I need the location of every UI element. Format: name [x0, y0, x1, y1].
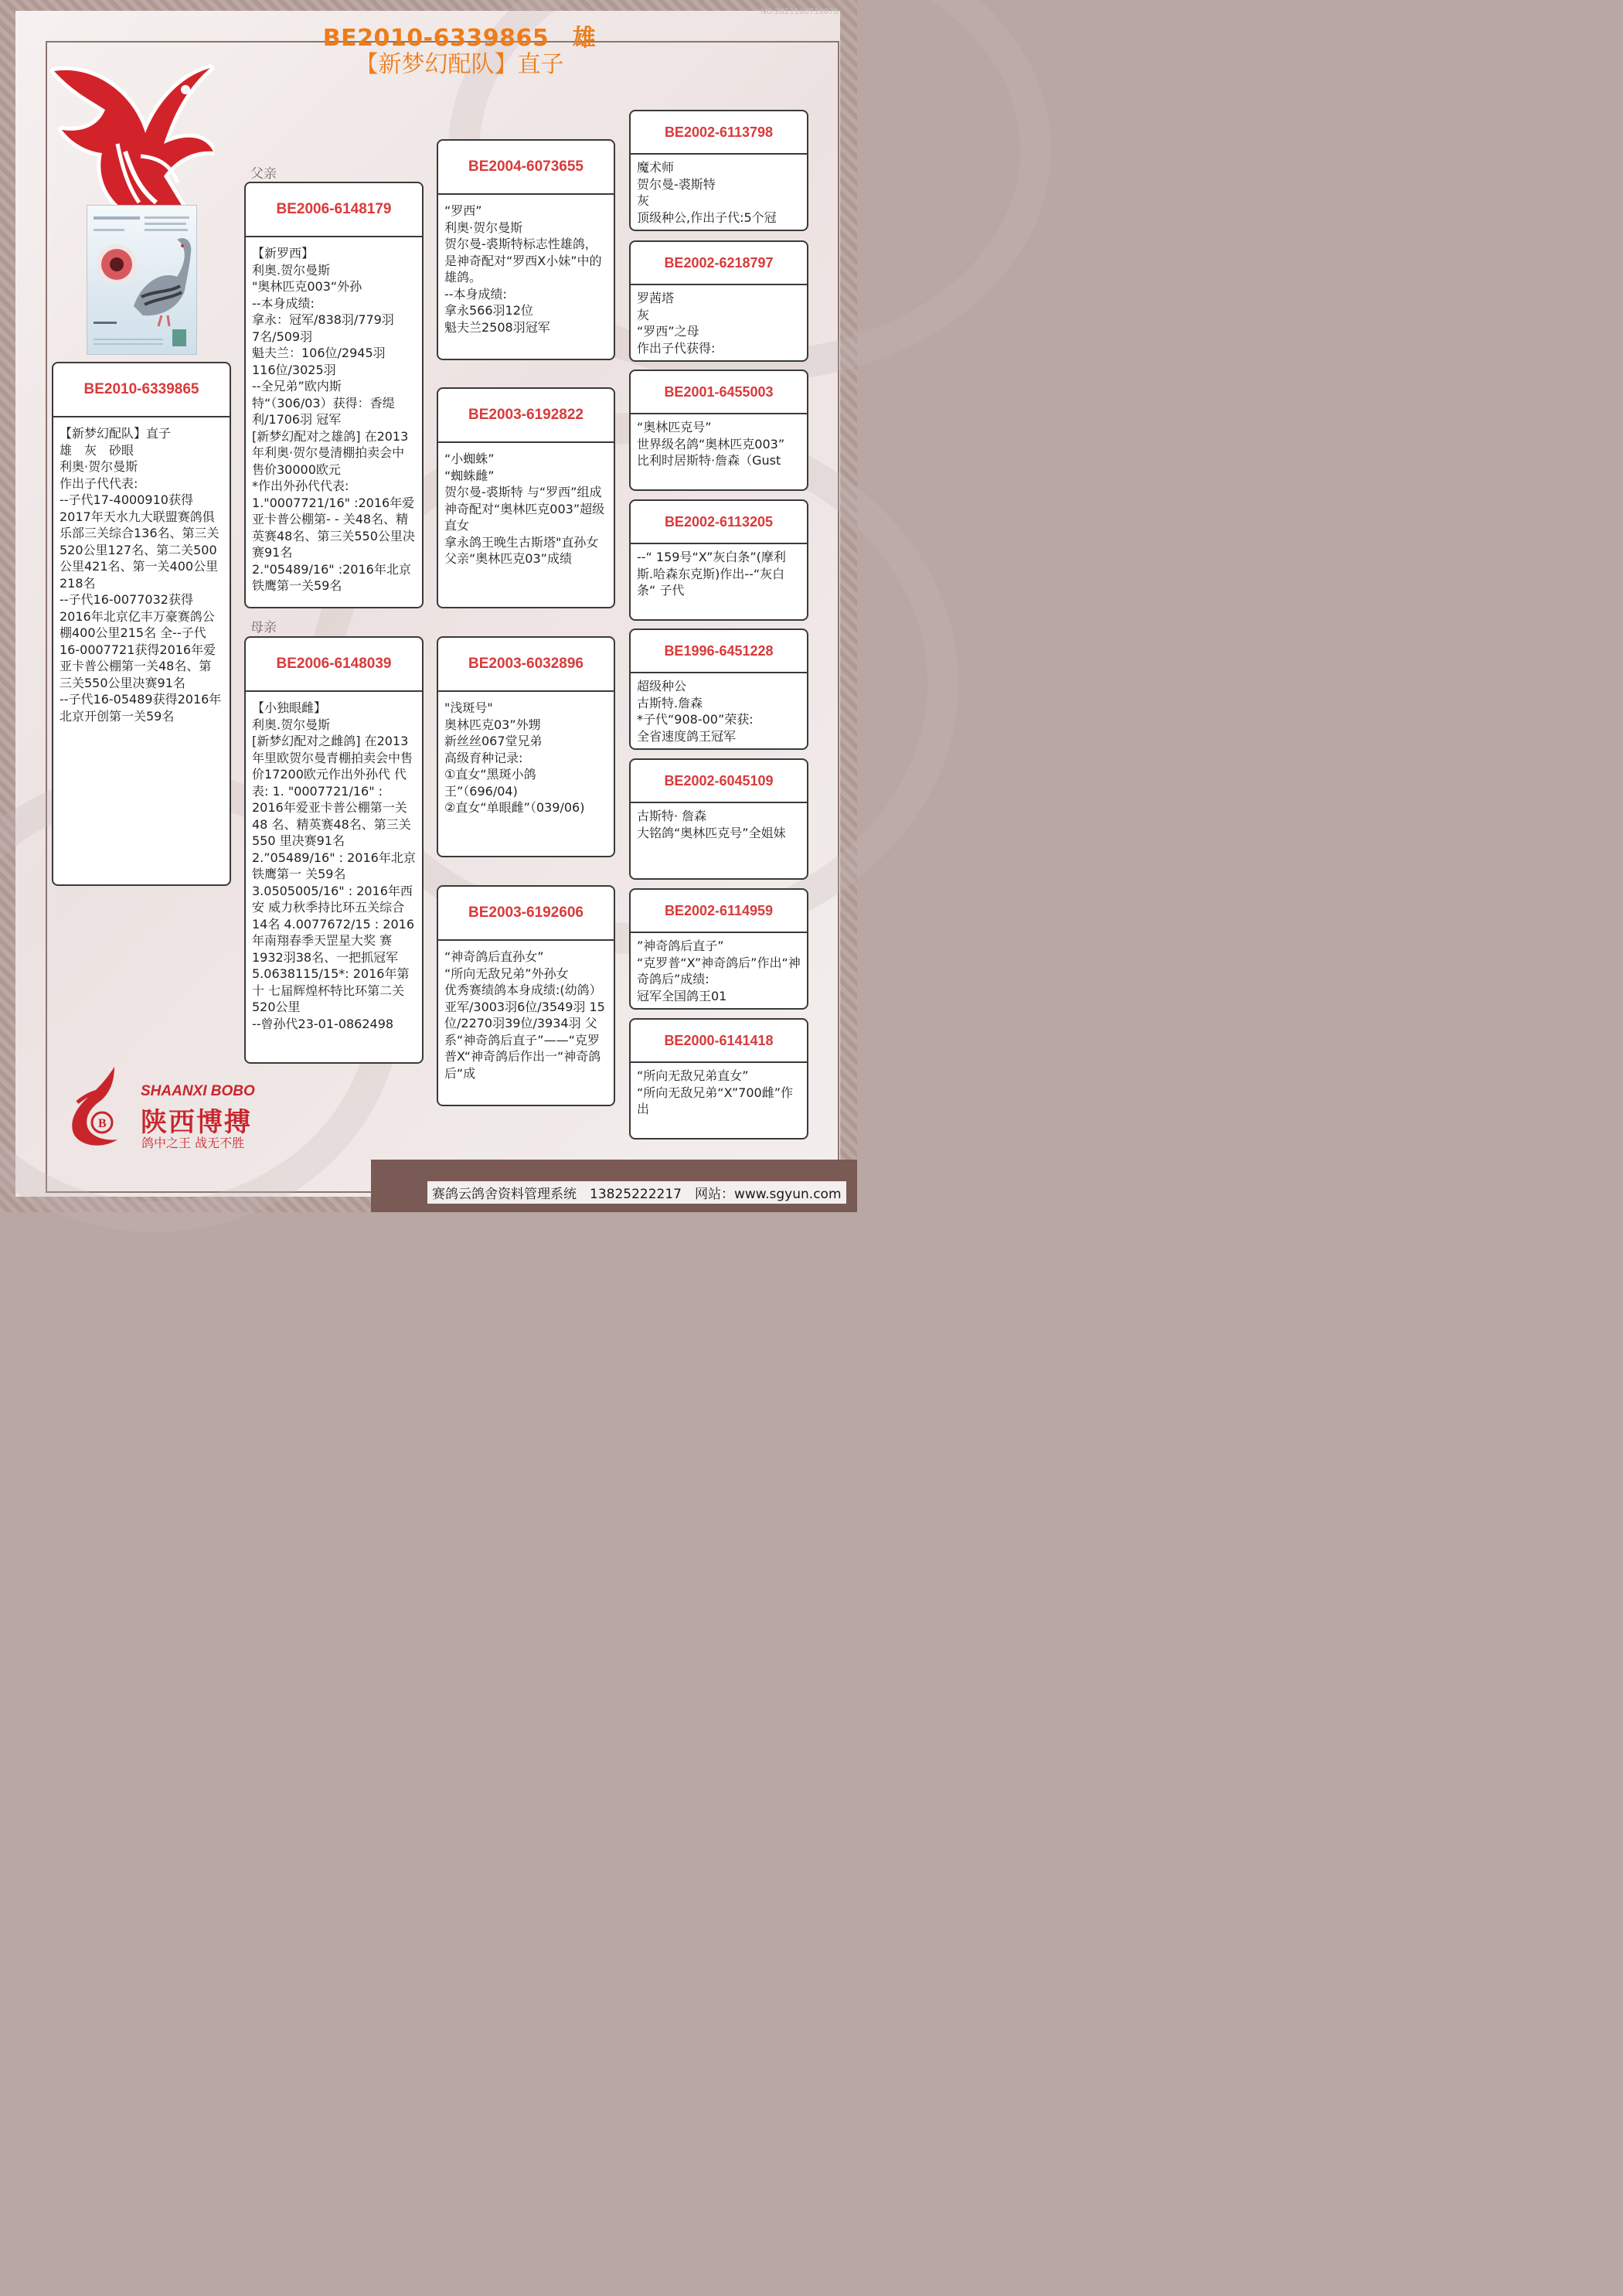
- subject-ring-number: BE2010-6339865: [53, 363, 230, 417]
- father-card[interactable]: [244, 182, 424, 608]
- great-grandparent-card[interactable]: [629, 1018, 808, 1139]
- great-grandparent-ring-number: BE2002-6113205: [631, 501, 807, 544]
- svg-text:B: B: [98, 1117, 107, 1130]
- grandparent-card[interactable]: [437, 885, 615, 1106]
- father-label: 父亲: [250, 166, 277, 182]
- great-grandparent-card[interactable]: [629, 110, 808, 231]
- mother-card[interactable]: [244, 636, 424, 1064]
- pigeon-brochure-image: [87, 205, 197, 355]
- brand-english-name: SHAANXI BOBO: [141, 1083, 255, 1099]
- great-grandparent-card[interactable]: [629, 629, 808, 750]
- great-grandparent-info: “所向无敌兄弟直女” “所向无敌兄弟“X”700雌”作出: [637, 1068, 794, 1116]
- grandparent-ring-number: BE2003-6192606: [438, 887, 614, 941]
- great-grandparent-card[interactable]: [629, 758, 808, 880]
- grandparent-card[interactable]: [437, 139, 615, 360]
- grandparent-info: “小蜘蛛” “蜘蛛雌” 贺尔曼-裘斯特 与“罗西”组成神奇配对“奥林匹克003”超级直女 拿永鸽王晚生古斯塔"直孙女 父亲“奥林匹克03”成绩: [444, 451, 605, 566]
- footer-contact: 赛鸽云鸽舍资料管理系统 13825222217 网站：www.sgyun.com: [427, 1181, 846, 1204]
- mother-ring-number: BE2006-6148039: [246, 638, 422, 692]
- grandparent-card[interactable]: [437, 636, 615, 857]
- grandparent-info: “罗西” 利奥·贺尔曼斯 贺尔曼-裘斯特标志性雄鸽，是神奇配对“罗西X小妹”中的雄鸽。 --本身成绩: 拿永566羽12位 魁夫兰2508羽冠军: [444, 203, 602, 335]
- subject-card[interactable]: [52, 362, 231, 886]
- great-grandparent-ring-number: BE2000-6141418: [631, 1020, 807, 1063]
- brand-bird-logo-icon: [60, 1064, 141, 1149]
- page-subtitle: 【新梦幻配队】直子: [355, 51, 564, 78]
- document-number: NO.2021100718870: [760, 8, 839, 16]
- great-grandparent-info: 罗茜塔 灰 “罗西”之母 作出子代获得:: [637, 291, 716, 356]
- great-grandparent-ring-number: BE2001-6455003: [631, 371, 807, 414]
- great-grandparent-ring-number: BE2002-6114959: [631, 890, 807, 933]
- great-grandparent-card[interactable]: [629, 499, 808, 621]
- great-grandparent-info: 古斯特· 詹森 大铭鸽“奥林匹克号”全姐妹: [637, 809, 786, 840]
- great-grandparent-card[interactable]: [629, 370, 808, 491]
- great-grandparent-ring-number: BE2002-6113798: [631, 111, 807, 155]
- great-grandparent-info: 魔术师 贺尔曼-裘斯特 灰 顶级种公,作出子代:5个冠: [637, 160, 777, 225]
- great-grandparent-info: “奥林匹克号” 世界级名鸽“奥林匹克003” 比利时居斯特·詹森（Gust: [637, 420, 785, 468]
- father-ring-number: BE2006-6148179: [246, 183, 422, 237]
- great-grandparent-card[interactable]: [629, 240, 808, 362]
- great-grandparent-ring-number: BE2002-6218797: [631, 242, 807, 285]
- grandparent-info: “神奇鸽后直孙女” “所向无敌兄弟”外孙女 优秀赛绩鸽本身成绩:(幼鸽）亚军/3003羽6位/3549羽 15位/2270羽39位/3934羽 父系“神奇鸽后直子”——“克罗普X“神奇鸽后作出一“神奇鸽后“成: [444, 949, 605, 1081]
- great-grandparent-card[interactable]: [629, 888, 808, 1010]
- subject-info: 【新梦幻配队】直子 雄 灰 砂眼 利奥·贺尔曼斯 作出子代代表: --子代17-4000910获得2017年天水九大联盟赛鸽俱乐部三关综合136名、第三关520公里127名、第二关500公里421名、第一关400公里218名 --子代16-0077032获得2016年北京亿丰万豪赛鸽公棚400公里215名 全--子代16-0007721获得2016年爱亚卡普公棚第一关48名、第三关550公里决赛91名 --子代16-05489获得2016年北京开创第一关59名: [60, 426, 222, 724]
- great-grandparent-ring-number: BE1996-6451228: [631, 630, 807, 673]
- phoenix-logo-icon: [48, 59, 214, 210]
- mother-info: 【小独眼雌】 利奥.贺尔曼斯 [新梦幻配对之雌鸽] 在2013年里欧贺尔曼青棚拍卖会中售价17200欧元作出外孙代 代表: 1. "0007721/16" : 2016年爱亚卡普公棚第一关48 名、精英赛48名、第三关550 里决赛91名 2.”05489/16" : 2016年北京铁鹰第一 关59名 3.0505005/16" : 2016年西安 威力秋季持比环五关综合14名 4.0077672/15 : 2016年南翔春季天罡星大奖 赛1932羽38名、一把抓冠军 5.0638115/15*: 2016年第十 七届辉煌杯特比环第二关520公里 --曾孙代23-01-0862498: [252, 700, 416, 1031]
- brand-slogan: 鸽中之王 战无不胜: [141, 1136, 245, 1150]
- great-grandparent-info: 超级种公 古斯特.詹森 *子代“908-00”荣获: 全省速度鸽王冠军: [637, 679, 754, 744]
- grandparent-ring-number: BE2003-6192822: [438, 389, 614, 443]
- brand-chinese-name: 陕西博搏: [141, 1107, 252, 1138]
- mother-label: 母亲: [250, 620, 277, 635]
- pigeon-photo-icon: [87, 206, 196, 354]
- great-grandparent-info: --“ 159号“X”灰白条”(摩利斯.哈森东克斯)作出--“灰白条“ 子代: [637, 550, 786, 598]
- page-title: BE2010-6339865 雄: [322, 25, 597, 52]
- grandparent-ring-number: BE2004-6073655: [438, 141, 614, 195]
- great-grandparent-ring-number: BE2002-6045109: [631, 760, 807, 803]
- grandparent-ring-number: BE2003-6032896: [438, 638, 614, 692]
- great-grandparent-info: ”神奇鸽后直子” “克罗普“X”神奇鸽后”作出“神奇鸽后”成绩: 冠军全国鸽王01: [637, 938, 801, 1003]
- father-info: 【新罗西】 利奥.贺尔曼斯 "奥林匹克003“外孙 --本身成绩: 拿永：冠军/838羽/779羽 7名/509羽 魁夫兰：106位/2945羽 116位/3025羽 --全兄弟”欧内斯特“（306/03）获得：香缇利/1706羽 冠军 [新梦幻配对之雄鸽] 在2013年利奥·贺尔曼清棚拍卖会中售价30000欧元 *作出外孙代代表: 1."0007721/16" :2016年爱亚卡普公棚第- - 关48名、精英赛48名、第三关550公里决赛91名 2."05489/16" :2016年北京铁鹰第一关59名: [252, 246, 415, 593]
- grandparent-info: "浅斑号" 奥林匹克03”外甥 新丝丝067堂兄弟 高级育种记录: ①直女“黑斑小鸽王”（696/04) ②直女“单眼雌”（039/06): [444, 700, 585, 815]
- grandparent-card[interactable]: [437, 387, 615, 608]
